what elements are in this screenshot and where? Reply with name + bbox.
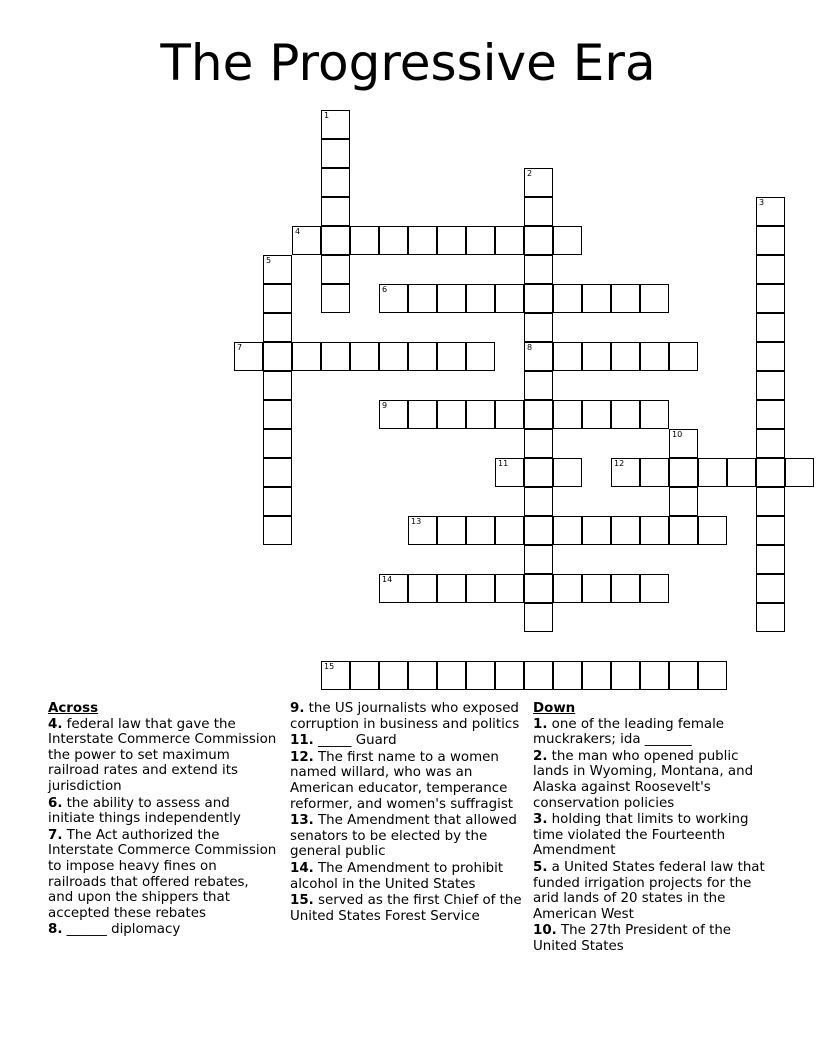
clue-text: federal law that gave the Interstate Commerce Commission the power to set maximum railroad rates and extend its jurisdiction: [48, 716, 277, 794]
grid-cell[interactable]: [379, 400, 408, 429]
down-clues: [533, 701, 773, 956]
clue-number: 8: [527, 343, 533, 352]
grid-cell[interactable]: [408, 574, 437, 603]
grid-cell[interactable]: [321, 226, 350, 255]
grid-cell[interactable]: [321, 255, 350, 284]
grid-cell[interactable]: [466, 284, 495, 313]
clue-text: served as the first Chief of the United States Forest Service: [290, 893, 522, 924]
grid-cell[interactable]: [756, 516, 785, 545]
grid-cell[interactable]: [350, 226, 379, 255]
clue-num: 7.: [48, 827, 63, 843]
grid-cell[interactable]: [495, 516, 524, 545]
grid-cell[interactable]: [756, 574, 785, 603]
grid-cell[interactable]: [756, 226, 785, 255]
grid-cell[interactable]: [263, 255, 292, 284]
grid-cell[interactable]: [437, 400, 466, 429]
grid-cell[interactable]: [524, 516, 553, 545]
clue-text: ______ diplomacy: [62, 922, 181, 938]
across-clue: [48, 717, 278, 795]
grid-cell[interactable]: [437, 574, 466, 603]
grid-cell[interactable]: [582, 516, 611, 545]
clue-text: The Act authorized the Interstate Commerce Commission to impose heavy fines on railroads that offered rebates, and upon the shippers that accepted these rebates: [48, 827, 277, 921]
grid-cell[interactable]: [756, 400, 785, 429]
clue-number: 10: [672, 430, 683, 439]
grid-cell[interactable]: [640, 458, 669, 487]
clue-num: 4.: [48, 716, 63, 732]
grid-cell[interactable]: [611, 458, 640, 487]
grid-cell[interactable]: [756, 545, 785, 574]
across-clue-list: [48, 717, 278, 938]
grid-cell[interactable]: [524, 284, 553, 313]
grid-cell[interactable]: [611, 516, 640, 545]
clue-num: 10.: [533, 923, 557, 939]
grid-cell[interactable]: [408, 661, 437, 690]
clue-text: _____ Guard: [313, 733, 397, 749]
down-heading: Down: [533, 701, 576, 716]
clue-number: 1: [324, 111, 330, 120]
grid-cell[interactable]: [756, 342, 785, 371]
clue-num: 9.: [290, 701, 305, 716]
down-clue: [533, 812, 773, 859]
across-clue: [48, 796, 278, 827]
grid-cell[interactable]: [408, 342, 437, 371]
down-clue: [533, 923, 773, 954]
grid-cell[interactable]: [669, 342, 698, 371]
clue-num: 13.: [290, 813, 314, 829]
down-clue: [533, 717, 773, 748]
across-clue: [290, 893, 526, 924]
grid-cell[interactable]: [495, 226, 524, 255]
grid-cell[interactable]: [292, 342, 321, 371]
grid-cell[interactable]: [524, 545, 553, 574]
grid-cell[interactable]: [553, 284, 582, 313]
grid-cell[interactable]: [524, 226, 553, 255]
grid-cell[interactable]: [495, 574, 524, 603]
grid-cell[interactable]: [321, 342, 350, 371]
grid-cell[interactable]: [263, 284, 292, 313]
across-clue: [48, 828, 278, 922]
grid-cell[interactable]: [350, 342, 379, 371]
clue-num: 2.: [533, 748, 548, 764]
grid-cell[interactable]: [524, 313, 553, 342]
grid-cell[interactable]: [321, 661, 350, 690]
clue-number: 9: [382, 401, 388, 410]
clue-text: The first name to a women named willard, who was an American educator, temperance reformer, and women's suffragist: [290, 749, 514, 812]
grid-cell[interactable]: [379, 226, 408, 255]
grid-cell[interactable]: [350, 661, 379, 690]
grid-cell[interactable]: [669, 516, 698, 545]
grid-cell[interactable]: [669, 429, 698, 458]
grid-cell[interactable]: [524, 661, 553, 690]
clue-num: 8.: [48, 922, 63, 938]
across-clues: [48, 701, 278, 939]
clue-num: 5.: [533, 859, 548, 875]
clue-text: the ability to assess and initiate things independently: [48, 795, 241, 827]
grid-cell[interactable]: [495, 284, 524, 313]
grid-cell[interactable]: [698, 516, 727, 545]
grid-cell[interactable]: [669, 458, 698, 487]
clue-num: 1.: [533, 716, 548, 732]
grid-cell[interactable]: [524, 487, 553, 516]
clue-number: 5: [266, 256, 272, 265]
grid-cell[interactable]: [321, 168, 350, 197]
grid-cell[interactable]: [640, 516, 669, 545]
grid-cell[interactable]: [669, 487, 698, 516]
grid-cell[interactable]: [437, 226, 466, 255]
clue-number: 7: [237, 343, 243, 352]
across-clue: [290, 733, 526, 749]
grid-cell[interactable]: [263, 313, 292, 342]
grid-cell[interactable]: [292, 226, 321, 255]
grid-cell[interactable]: [785, 458, 814, 487]
grid-cell[interactable]: [466, 574, 495, 603]
grid-cell[interactable]: [756, 487, 785, 516]
clue-text: a United States federal law that funded irrigation projects for the arid lands of 20 states in the American West: [533, 859, 765, 922]
grid-cell[interactable]: [553, 516, 582, 545]
grid-cell[interactable]: [379, 574, 408, 603]
grid-cell[interactable]: [756, 429, 785, 458]
grid-cell[interactable]: [756, 371, 785, 400]
grid-cell[interactable]: [524, 255, 553, 284]
grid-cell[interactable]: [263, 371, 292, 400]
grid-cell[interactable]: [611, 284, 640, 313]
clue-number: 13: [411, 517, 422, 526]
grid-cell[interactable]: [263, 429, 292, 458]
across-clue: [290, 861, 526, 892]
grid-cell[interactable]: [466, 400, 495, 429]
clue-text: The Amendment to prohibit alcohol in the United States: [290, 860, 504, 892]
grid-cell[interactable]: [553, 226, 582, 255]
grid-cell[interactable]: [698, 661, 727, 690]
grid-cell[interactable]: [553, 661, 582, 690]
grid-cell[interactable]: [524, 458, 553, 487]
clue-text: The Amendment that allowed senators to be elected by the general public: [290, 813, 517, 860]
grid-cell[interactable]: [582, 342, 611, 371]
grid-cell[interactable]: [524, 168, 553, 197]
grid-cell[interactable]: [553, 574, 582, 603]
down-clue: [533, 860, 773, 922]
grid-cell[interactable]: [756, 284, 785, 313]
grid-cell[interactable]: [524, 574, 553, 603]
clue-num: 3.: [533, 812, 548, 828]
grid-cell[interactable]: [524, 197, 553, 226]
grid-cell[interactable]: [263, 400, 292, 429]
grid-cell[interactable]: [524, 342, 553, 371]
grid-cell[interactable]: [669, 661, 698, 690]
grid-cell[interactable]: [727, 458, 756, 487]
grid-cell[interactable]: [466, 661, 495, 690]
grid-cell[interactable]: [263, 516, 292, 545]
grid-cell[interactable]: [756, 197, 785, 226]
grid-cell[interactable]: [640, 661, 669, 690]
grid-cell[interactable]: [408, 516, 437, 545]
grid-cell[interactable]: [698, 458, 727, 487]
grid-cell[interactable]: [263, 487, 292, 516]
grid-cell[interactable]: [437, 661, 466, 690]
grid-cell[interactable]: [466, 226, 495, 255]
across-clue: [290, 813, 526, 860]
clue-text: the man who opened public lands in Wyoming, Montana, and Alaska against Roosevelt's conservation policies: [533, 748, 754, 811]
across-clue: [290, 701, 526, 732]
grid-cell[interactable]: [553, 342, 582, 371]
down-clue-list: [533, 717, 773, 955]
grid-cell[interactable]: [611, 574, 640, 603]
across-clue: [290, 750, 526, 812]
grid-cell[interactable]: [408, 400, 437, 429]
grid-cell[interactable]: [466, 342, 495, 371]
grid-cell[interactable]: [611, 400, 640, 429]
down-clue: [533, 749, 773, 811]
grid-cell[interactable]: [640, 400, 669, 429]
grid-cell[interactable]: [611, 661, 640, 690]
grid-cell[interactable]: [524, 429, 553, 458]
grid-cell[interactable]: [321, 139, 350, 168]
grid-cell[interactable]: [524, 603, 553, 632]
grid-cell[interactable]: [321, 284, 350, 313]
grid-cell[interactable]: [640, 574, 669, 603]
clue-number: 14: [382, 575, 393, 584]
grid-cell[interactable]: [756, 313, 785, 342]
grid-cell[interactable]: [466, 516, 495, 545]
grid-cell[interactable]: [582, 400, 611, 429]
clue-number: 12: [614, 459, 625, 468]
grid-cell[interactable]: [756, 603, 785, 632]
grid-cell[interactable]: [756, 458, 785, 487]
grid-cell[interactable]: [524, 400, 553, 429]
clue-number: 4: [295, 227, 301, 236]
grid-cell[interactable]: [408, 226, 437, 255]
grid-cell[interactable]: [611, 342, 640, 371]
grid-cell[interactable]: [437, 516, 466, 545]
grid-cell[interactable]: [495, 661, 524, 690]
clue-num: 12.: [290, 749, 314, 765]
clue-num: 15.: [290, 893, 314, 909]
across-clue-list-continued: [290, 701, 526, 924]
grid-cell[interactable]: [582, 661, 611, 690]
grid-cell[interactable]: [524, 371, 553, 400]
grid-cell[interactable]: [408, 284, 437, 313]
grid-cell[interactable]: [263, 458, 292, 487]
grid-cell[interactable]: [495, 458, 524, 487]
grid-cell[interactable]: [582, 284, 611, 313]
clue-text: the US journalists who exposed corruption in business and politics: [290, 701, 520, 732]
grid-cell[interactable]: [379, 342, 408, 371]
grid-cell[interactable]: [321, 197, 350, 226]
across-clue: [48, 922, 278, 938]
grid-cell[interactable]: [756, 255, 785, 284]
grid-cell[interactable]: [321, 110, 350, 139]
grid-cell[interactable]: [495, 400, 524, 429]
clue-number: 3: [759, 198, 765, 207]
across-heading: Across: [48, 701, 99, 716]
clue-text: The 27th President of the United States: [533, 923, 732, 954]
grid-cell[interactable]: [640, 342, 669, 371]
grid-cell[interactable]: [582, 574, 611, 603]
clue-text: one of the leading female muckrakers; ida _______: [533, 716, 725, 748]
page-title: The Progressive Era: [160, 34, 656, 92]
clue-num: 11.: [290, 733, 314, 749]
grid-cell[interactable]: [379, 661, 408, 690]
clue-number: 6: [382, 285, 388, 294]
clue-number: 15: [324, 662, 335, 671]
grid-cell[interactable]: [553, 400, 582, 429]
clue-number: 2: [527, 169, 533, 178]
across-clues-continued: [290, 701, 526, 925]
grid-cell[interactable]: [234, 342, 263, 371]
clue-num: 6.: [48, 795, 63, 811]
clue-number: 11: [498, 459, 509, 468]
clue-num: 14.: [290, 860, 314, 876]
grid-cell[interactable]: [437, 342, 466, 371]
grid-cell[interactable]: [437, 284, 466, 313]
grid-cell[interactable]: [263, 342, 292, 371]
clue-text: holding that limits to working time violated the Fourteenth Amendment: [533, 812, 749, 859]
grid-cell[interactable]: [553, 458, 582, 487]
grid-cell[interactable]: [640, 284, 669, 313]
grid-cell[interactable]: [379, 284, 408, 313]
